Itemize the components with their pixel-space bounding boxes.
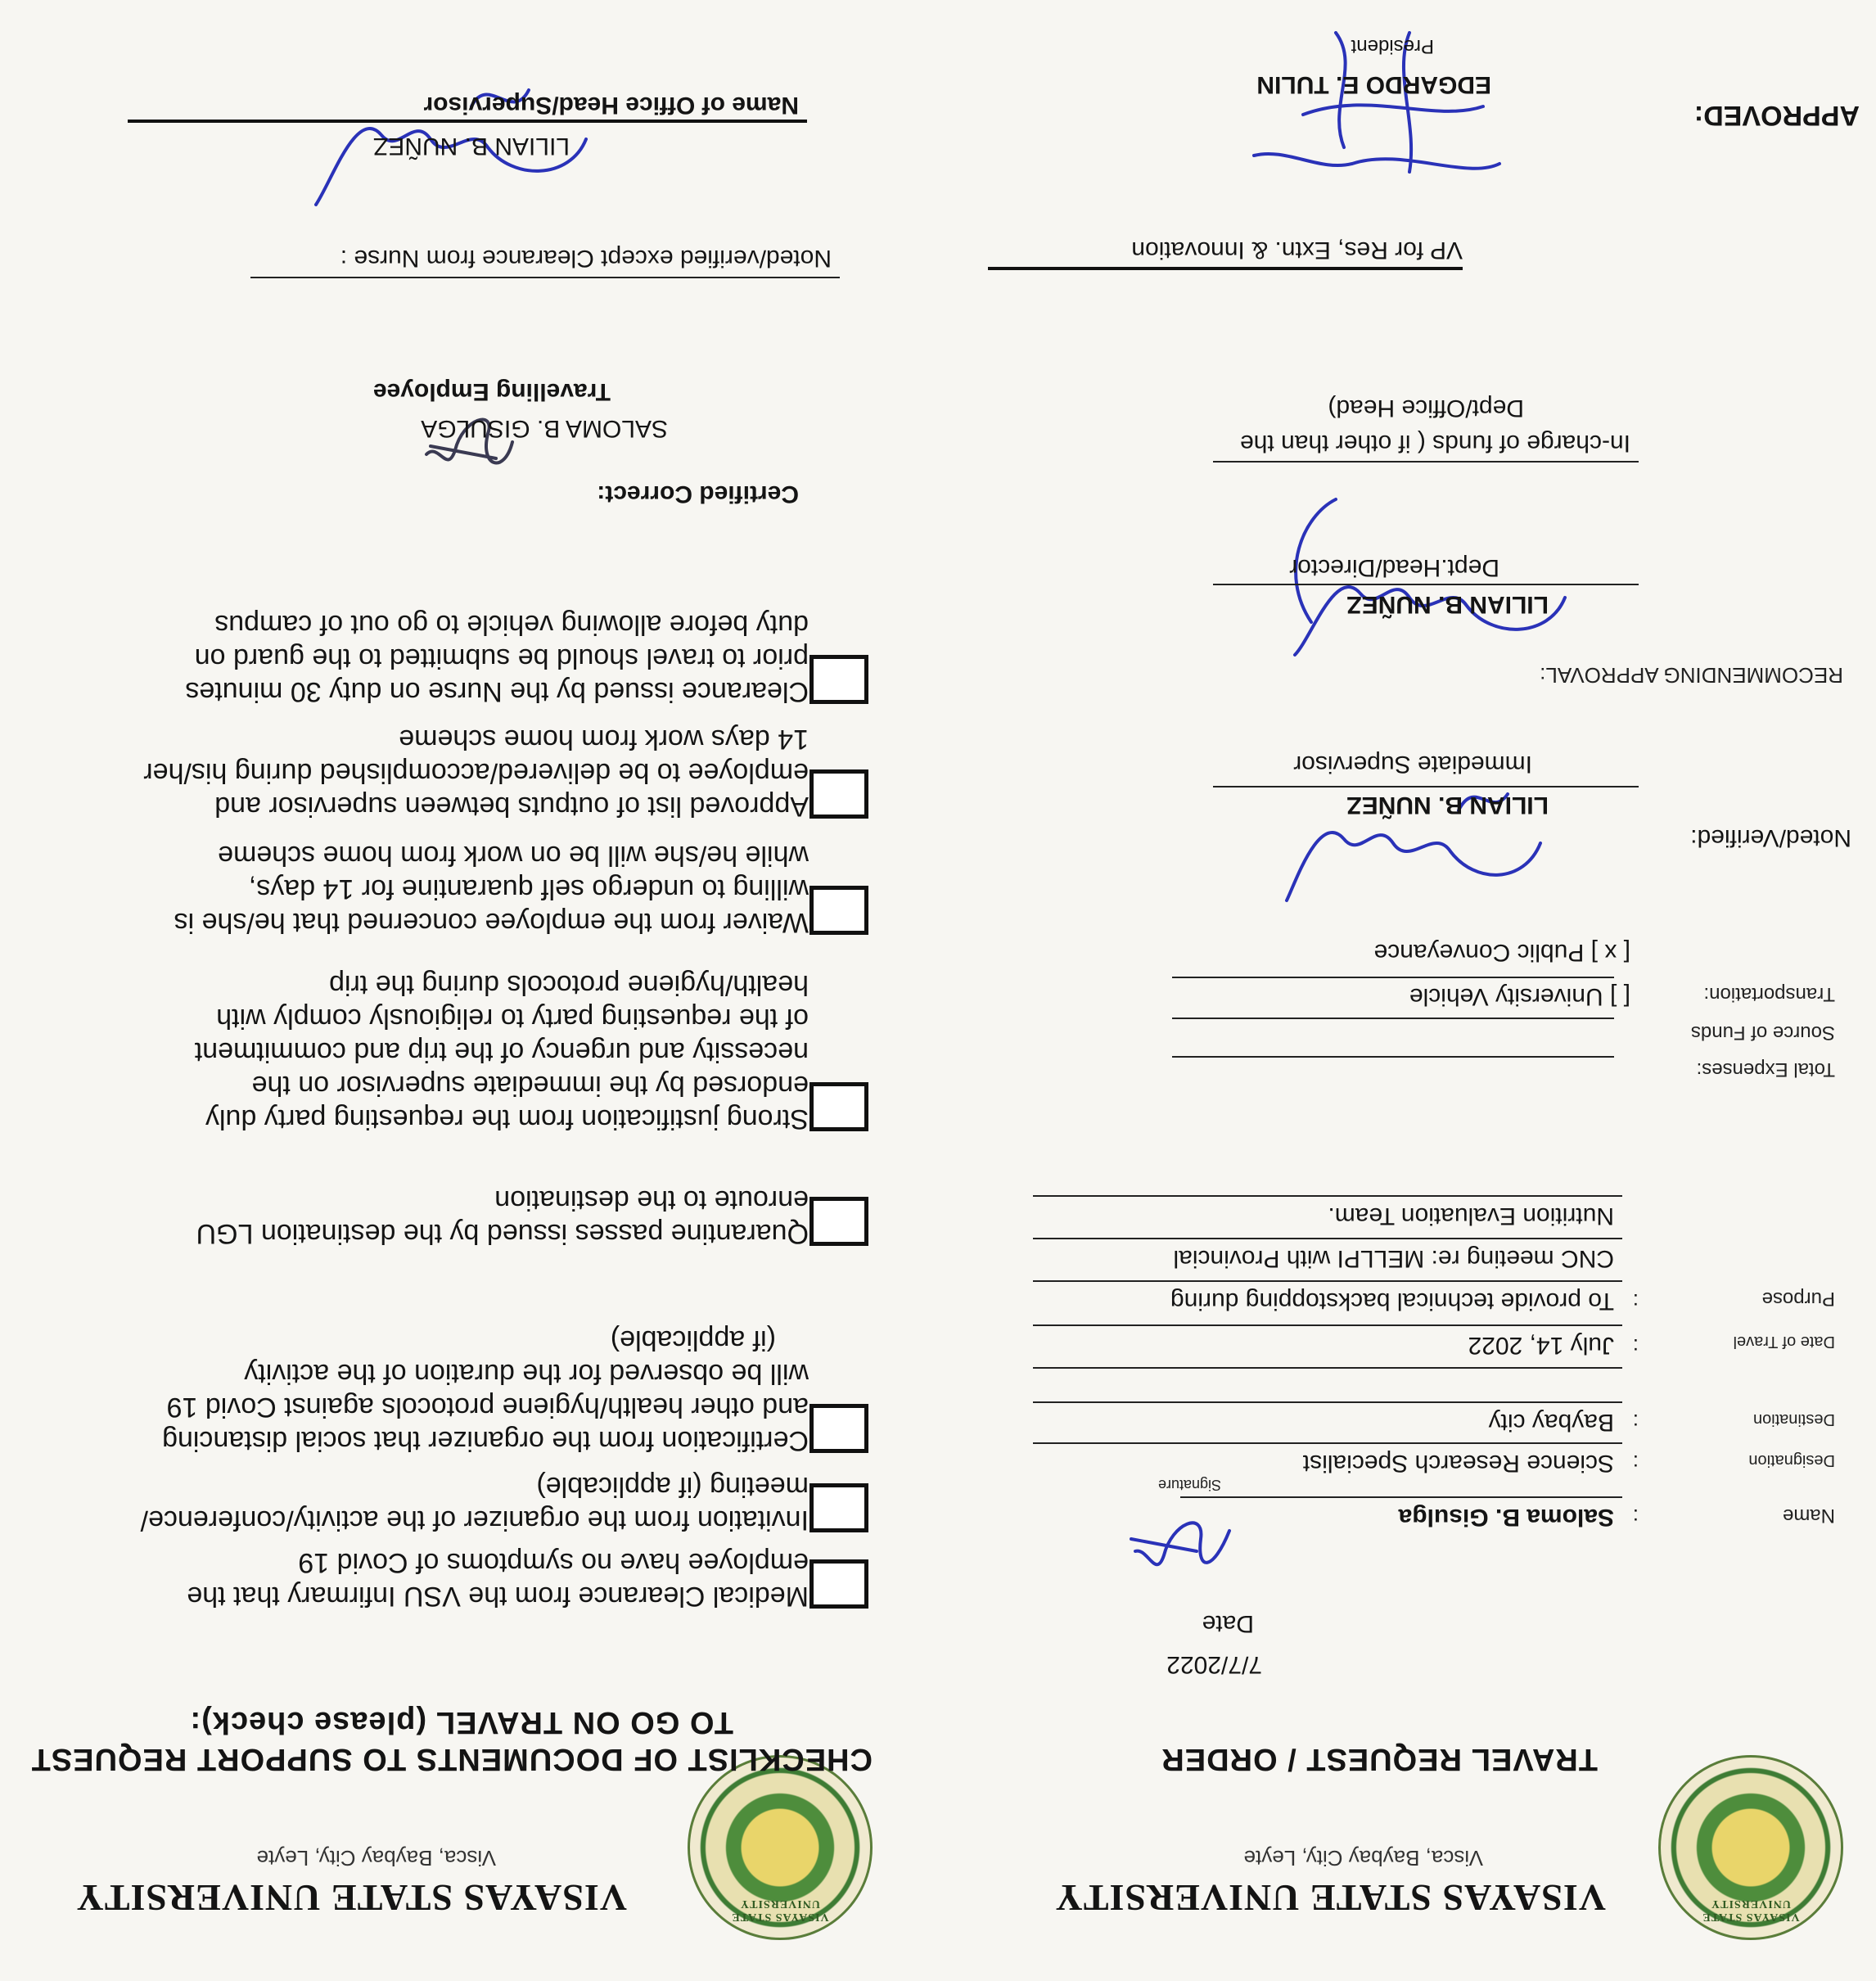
name-label: Name bbox=[1782, 1505, 1835, 1527]
item-line: health/hygiene protocols during the trip bbox=[329, 969, 809, 1000]
seal-text: VISAYAS STATE UNIVERSITY bbox=[731, 1898, 829, 1923]
purpose-line-3: Nutrition Evaluation Team. bbox=[1328, 1203, 1614, 1230]
signature-label: Signature bbox=[1157, 1477, 1221, 1493]
item-line: Strong justification from the requesting party duly bbox=[205, 1103, 809, 1135]
supervisor-title: Immediate Supervisor bbox=[1293, 751, 1532, 778]
funds-text-1: In-charge of funds ( if other than the bbox=[1240, 430, 1630, 457]
university-seal bbox=[1658, 1755, 1843, 1940]
item-line: Quarantine passes issued by the destination LGU bbox=[196, 1218, 809, 1249]
purpose-rule-3 bbox=[1033, 1195, 1622, 1197]
item-line: employee to be delivered/accomplished during his/her bbox=[143, 757, 809, 788]
checklist-title-1: CHECKLIST OF DOCUMENTS TO SUPPORT REQUEST bbox=[30, 1742, 873, 1776]
item-line: necessity and urgency of the trip and commitment bbox=[194, 1036, 809, 1067]
date-of-travel-line bbox=[1033, 1324, 1622, 1326]
checklist-item bbox=[47, 838, 809, 939]
seal-text: VISAYAS STATE UNIVERSITY bbox=[1702, 1898, 1800, 1923]
checklist-item bbox=[47, 968, 809, 1135]
destination-line-2 bbox=[1033, 1367, 1622, 1369]
checkbox-approved-outputs[interactable] bbox=[809, 769, 868, 819]
item-line: Clearance issued by the Nurse on duty 30 minutes bbox=[185, 676, 809, 707]
destination-label: Destination bbox=[1752, 1410, 1835, 1428]
source-of-funds-label: Source of Funds bbox=[1690, 1022, 1835, 1044]
name-line bbox=[1180, 1496, 1622, 1498]
request-date: 7/7/2022 bbox=[1166, 1651, 1262, 1678]
certified-correct-label: Certified Correct: bbox=[597, 481, 799, 508]
colon: : bbox=[1632, 1505, 1639, 1529]
item-line: duty before allowing vehicle to go out of campus bbox=[214, 609, 809, 640]
total-expenses-line bbox=[1172, 1056, 1614, 1058]
colon: : bbox=[1632, 1334, 1639, 1359]
item-line: of the requesting party to religiously comply with bbox=[216, 1003, 809, 1034]
purpose-rule-2 bbox=[1033, 1238, 1622, 1239]
travel-request-form bbox=[938, 0, 1876, 1981]
source-of-funds-line bbox=[1172, 1018, 1614, 1019]
supervisor-name: LILIAN B. NUÑEZ bbox=[1346, 792, 1549, 819]
item-line: while he/she will be on work from home scheme bbox=[218, 840, 809, 871]
noted-text: Noted/verified except Clearance from Nurse : bbox=[340, 245, 832, 272]
item-line: and other health/hygiene protocols against Covid 19 bbox=[166, 1392, 809, 1423]
designation-label: Designation bbox=[1748, 1451, 1835, 1469]
approved-label: APPROVED: bbox=[1693, 100, 1860, 131]
dept-head-signature bbox=[1238, 491, 1581, 671]
president-name: EDGARDO E. TULIN bbox=[1256, 71, 1491, 98]
employee-name: SALOMA B. GISULGA bbox=[421, 415, 668, 442]
item-line: Invitation from the organizer of the activity/conference/ bbox=[140, 1505, 809, 1536]
checkbox-invitation[interactable] bbox=[809, 1483, 868, 1532]
item-line: will be observed for the duration of the activity bbox=[244, 1358, 809, 1389]
checkbox-strong-justification[interactable] bbox=[809, 1082, 868, 1131]
university-address: Visca, Baybay City, Leyte bbox=[1243, 1846, 1483, 1870]
item-line: enroute to the destination bbox=[494, 1185, 809, 1216]
checklist-item bbox=[47, 1546, 809, 1613]
item-line: endorsed by the immediate supervisor on the bbox=[251, 1070, 809, 1101]
designation-line bbox=[1033, 1442, 1622, 1444]
funds-line bbox=[1213, 461, 1639, 463]
checklist-item bbox=[47, 607, 809, 708]
date-of-travel-label: Date of Travel bbox=[1733, 1333, 1835, 1351]
noted-verified-label: Noted/Verified: bbox=[1690, 824, 1851, 851]
colon: : bbox=[1632, 1410, 1639, 1434]
dept-head-title: Dept.Head/Director bbox=[1289, 554, 1499, 581]
checkbox-waiver[interactable] bbox=[809, 886, 868, 935]
university-seal bbox=[688, 1755, 873, 1940]
transport-option-public: [ x ] Public Conveyance bbox=[1373, 939, 1630, 966]
checkbox-medical-clearance[interactable] bbox=[809, 1559, 868, 1609]
destination-line bbox=[1033, 1401, 1622, 1403]
transport-line bbox=[1172, 977, 1614, 978]
vp-title: VP for Res, Extn. & Innovation bbox=[1131, 237, 1463, 264]
employee-signature bbox=[1115, 1498, 1246, 1588]
colon: : bbox=[1632, 1289, 1639, 1314]
item-line: Waiver from the employee concerned that he/she is bbox=[174, 907, 809, 938]
purpose-rule-1 bbox=[1033, 1280, 1622, 1282]
checklist-item bbox=[47, 1183, 809, 1250]
item-line: willing to undergo self quarantine for 14 days, bbox=[248, 873, 809, 905]
item-line: employee have no symptoms of Covid 19 bbox=[298, 1547, 809, 1578]
form-title: TRAVEL REQUEST / ORDER bbox=[1161, 1742, 1598, 1776]
vp-line bbox=[988, 267, 1463, 270]
checkbox-nurse-clearance[interactable] bbox=[809, 655, 868, 704]
noted-line bbox=[250, 277, 840, 278]
checklist-item bbox=[47, 1469, 809, 1537]
office-head-name: LILIAN B. NUÑEZ bbox=[372, 133, 570, 160]
item-line: 14 days work from home scheme bbox=[399, 724, 809, 755]
item-line: prior to travel should be submitted to the guard on bbox=[194, 643, 809, 674]
item-line: Approved list of outputs between supervisor and bbox=[214, 791, 809, 822]
purpose-line-1: To provide technical backstopping during bbox=[1170, 1288, 1614, 1315]
supervisor-signature bbox=[1262, 753, 1557, 917]
date-of-travel-value: July 14, 2022 bbox=[1468, 1332, 1614, 1359]
office-head-title: Name of Office Head/Supervisor bbox=[423, 92, 799, 119]
purpose-label: Purpose bbox=[1761, 1288, 1835, 1310]
designation-value: Science Research Specialist bbox=[1302, 1450, 1614, 1477]
transportation-label: Transportation: bbox=[1703, 983, 1835, 1005]
checkbox-quarantine-passes[interactable] bbox=[809, 1197, 868, 1246]
university-name: VISAYAS STATE UNIVERSITY bbox=[75, 1877, 627, 1919]
name-value: Saloma B. Gisulga bbox=[1398, 1504, 1614, 1531]
item-line: Certification from the organizer that social distancing bbox=[162, 1425, 809, 1456]
checklist-title-2: TO GO ON TRAVEL (please check): bbox=[189, 1705, 733, 1740]
transport-option-university: [ ] University Vehicle bbox=[1409, 983, 1630, 1010]
destination-value: Baybay city bbox=[1488, 1409, 1614, 1436]
university-address: Visca, Baybay City, Leyte bbox=[256, 1846, 496, 1870]
checklist-item bbox=[47, 1323, 809, 1457]
supervisor-line bbox=[1213, 786, 1639, 787]
dept-head-line bbox=[1213, 584, 1639, 585]
employee-title: Travelling Employee bbox=[372, 378, 611, 405]
president-title: President bbox=[1351, 35, 1434, 57]
dept-head-name: LILIAN B. NUÑEZ bbox=[1346, 591, 1549, 618]
checkbox-certification[interactable] bbox=[809, 1404, 868, 1453]
item-line: (if applicable) bbox=[610, 1324, 776, 1356]
funds-text-2: Dept/Office Head) bbox=[1328, 395, 1524, 422]
checklist-item bbox=[47, 722, 809, 823]
recommending-approval-label: RECOMMENDING APPROVAL: bbox=[1540, 663, 1843, 688]
office-head-line bbox=[128, 120, 807, 123]
purpose-line-2: CNC meeting re: MELLPI with Provincial bbox=[1173, 1245, 1614, 1272]
total-expenses-label: Total Expenses: bbox=[1696, 1058, 1835, 1081]
date-label: Date bbox=[1202, 1610, 1254, 1637]
colon: : bbox=[1632, 1451, 1639, 1475]
item-line: Medical Clearance from the VSU Infirmary that the bbox=[187, 1581, 809, 1612]
item-line: meeting (if applicable) bbox=[536, 1471, 809, 1502]
university-name: VISAYAS STATE UNIVERSITY bbox=[1054, 1877, 1606, 1919]
